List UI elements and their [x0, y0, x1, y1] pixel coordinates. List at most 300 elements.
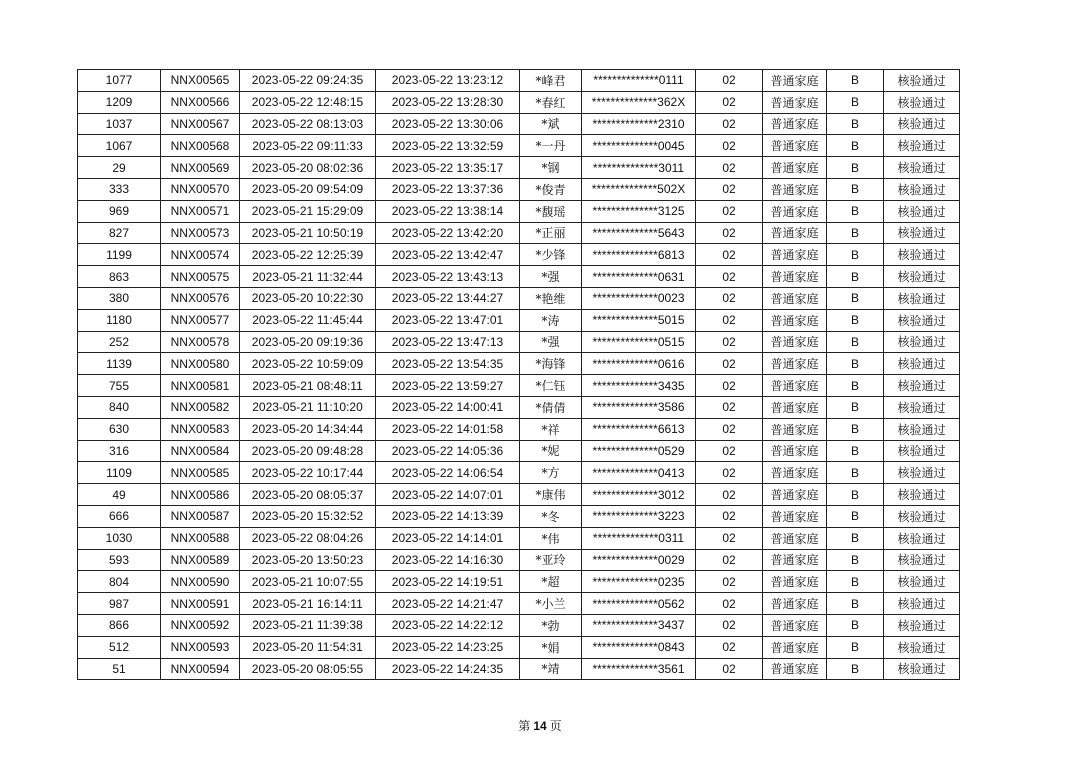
category-cell: 普通家庭	[763, 287, 827, 309]
name-cell: *方	[520, 462, 582, 484]
name-cell: *斌	[520, 113, 582, 135]
apply-time-cell: 2023-05-22 09:11:33	[240, 135, 376, 157]
id-number-cell: **************6613	[582, 418, 696, 440]
type-code-cell: 02	[696, 440, 763, 462]
seq-cell: 1037	[78, 113, 161, 135]
seq-cell: 593	[78, 549, 161, 571]
grade-cell: B	[827, 331, 884, 353]
apply-time-cell: 2023-05-20 14:34:44	[240, 418, 376, 440]
verify-time-cell: 2023-05-22 14:16:30	[376, 549, 520, 571]
apply-time-cell: 2023-05-20 09:48:28	[240, 440, 376, 462]
apply-time-cell: 2023-05-21 10:50:19	[240, 222, 376, 244]
id-number-cell: **************3586	[582, 396, 696, 418]
table-row	[78, 266, 960, 288]
grade-cell: B	[827, 571, 884, 593]
code-cell: NNX00574	[161, 244, 240, 266]
table-row	[78, 135, 960, 157]
id-number-cell: **************6813	[582, 244, 696, 266]
code-cell: NNX00592	[161, 614, 240, 636]
code-cell: NNX00582	[161, 396, 240, 418]
grade-cell: B	[827, 462, 884, 484]
code-cell: NNX00593	[161, 636, 240, 658]
code-cell: NNX00581	[161, 375, 240, 397]
table-row	[78, 440, 960, 462]
code-cell: NNX00567	[161, 113, 240, 135]
type-code-cell: 02	[696, 353, 763, 375]
apply-time-cell: 2023-05-21 11:32:44	[240, 266, 376, 288]
grade-cell: B	[827, 135, 884, 157]
id-number-cell: **************3125	[582, 200, 696, 222]
table-row	[78, 287, 960, 309]
type-code-cell: 02	[696, 549, 763, 571]
category-cell: 普通家庭	[763, 91, 827, 113]
code-cell: NNX00583	[161, 418, 240, 440]
name-cell: *海锋	[520, 353, 582, 375]
seq-cell: 840	[78, 396, 161, 418]
table-row	[78, 593, 960, 615]
seq-cell: 1030	[78, 527, 161, 549]
category-cell: 普通家庭	[763, 636, 827, 658]
apply-time-cell: 2023-05-21 16:14:11	[240, 593, 376, 615]
code-cell: NNX00594	[161, 658, 240, 680]
status-cell: 核验通过	[884, 396, 960, 418]
apply-time-cell: 2023-05-22 11:45:44	[240, 309, 376, 331]
category-cell: 普通家庭	[763, 505, 827, 527]
seq-cell: 1067	[78, 135, 161, 157]
code-cell: NNX00591	[161, 593, 240, 615]
id-number-cell: **************0515	[582, 331, 696, 353]
status-cell: 核验通过	[884, 266, 960, 288]
grade-cell: B	[827, 266, 884, 288]
category-cell: 普通家庭	[763, 200, 827, 222]
table-row	[78, 396, 960, 418]
verify-time-cell: 2023-05-22 14:07:01	[376, 484, 520, 506]
seq-cell: 512	[78, 636, 161, 658]
category-cell: 普通家庭	[763, 549, 827, 571]
apply-time-cell: 2023-05-20 08:05:37	[240, 484, 376, 506]
seq-cell: 51	[78, 658, 161, 680]
verify-time-cell: 2023-05-22 13:59:27	[376, 375, 520, 397]
code-cell: NNX00584	[161, 440, 240, 462]
code-cell: NNX00585	[161, 462, 240, 484]
status-cell: 核验通过	[884, 505, 960, 527]
code-cell: NNX00566	[161, 91, 240, 113]
table-row	[78, 331, 960, 353]
type-code-cell: 02	[696, 266, 763, 288]
category-cell: 普通家庭	[763, 244, 827, 266]
status-cell: 核验通过	[884, 309, 960, 331]
grade-cell: B	[827, 505, 884, 527]
category-cell: 普通家庭	[763, 135, 827, 157]
apply-time-cell: 2023-05-22 10:17:44	[240, 462, 376, 484]
type-code-cell: 02	[696, 222, 763, 244]
apply-time-cell: 2023-05-20 10:22:30	[240, 287, 376, 309]
status-cell: 核验通过	[884, 462, 960, 484]
name-cell: *伟	[520, 527, 582, 549]
category-cell: 普通家庭	[763, 571, 827, 593]
type-code-cell: 02	[696, 484, 763, 506]
seq-cell: 827	[78, 222, 161, 244]
type-code-cell: 02	[696, 91, 763, 113]
type-code-cell: 02	[696, 157, 763, 179]
code-cell: NNX00569	[161, 157, 240, 179]
table-row	[78, 375, 960, 397]
verify-time-cell: 2023-05-22 14:19:51	[376, 571, 520, 593]
table-row	[78, 113, 960, 135]
name-cell: *少锋	[520, 244, 582, 266]
code-cell: NNX00589	[161, 549, 240, 571]
category-cell: 普通家庭	[763, 113, 827, 135]
verify-time-cell: 2023-05-22 14:24:35	[376, 658, 520, 680]
code-cell: NNX00590	[161, 571, 240, 593]
status-cell: 核验通过	[884, 91, 960, 113]
name-cell: *强	[520, 266, 582, 288]
grade-cell: B	[827, 70, 884, 92]
apply-time-cell: 2023-05-22 08:13:03	[240, 113, 376, 135]
type-code-cell: 02	[696, 135, 763, 157]
grade-cell: B	[827, 527, 884, 549]
footer-prefix: 第	[518, 719, 531, 733]
id-number-cell: **************0029	[582, 549, 696, 571]
grade-cell: B	[827, 440, 884, 462]
records-table	[77, 69, 960, 680]
table-row	[78, 418, 960, 440]
type-code-cell: 02	[696, 309, 763, 331]
verify-time-cell: 2023-05-22 14:23:25	[376, 636, 520, 658]
seq-cell: 969	[78, 200, 161, 222]
apply-time-cell: 2023-05-20 08:05:55	[240, 658, 376, 680]
apply-time-cell: 2023-05-20 13:50:23	[240, 549, 376, 571]
status-cell: 核验通过	[884, 287, 960, 309]
type-code-cell: 02	[696, 113, 763, 135]
verify-time-cell: 2023-05-22 14:14:01	[376, 527, 520, 549]
status-cell: 核验通过	[884, 157, 960, 179]
seq-cell: 630	[78, 418, 161, 440]
grade-cell: B	[827, 353, 884, 375]
grade-cell: B	[827, 157, 884, 179]
table-row	[78, 527, 960, 549]
apply-time-cell: 2023-05-22 09:24:35	[240, 70, 376, 92]
type-code-cell: 02	[696, 636, 763, 658]
category-cell: 普通家庭	[763, 309, 827, 331]
type-code-cell: 02	[696, 462, 763, 484]
type-code-cell: 02	[696, 287, 763, 309]
verify-time-cell: 2023-05-22 13:47:13	[376, 331, 520, 353]
status-cell: 核验通过	[884, 593, 960, 615]
apply-time-cell: 2023-05-21 08:48:11	[240, 375, 376, 397]
footer-suffix: 页	[549, 719, 562, 733]
apply-time-cell: 2023-05-20 15:32:52	[240, 505, 376, 527]
category-cell: 普通家庭	[763, 440, 827, 462]
id-number-cell: **************0616	[582, 353, 696, 375]
name-cell: *勃	[520, 614, 582, 636]
table-row	[78, 222, 960, 244]
verify-time-cell: 2023-05-22 13:47:01	[376, 309, 520, 331]
seq-cell: 1209	[78, 91, 161, 113]
verify-time-cell: 2023-05-22 13:38:14	[376, 200, 520, 222]
seq-cell: 666	[78, 505, 161, 527]
records-table-body	[78, 70, 960, 680]
verify-time-cell: 2023-05-22 14:22:12	[376, 614, 520, 636]
grade-cell: B	[827, 375, 884, 397]
apply-time-cell: 2023-05-22 08:04:26	[240, 527, 376, 549]
seq-cell: 866	[78, 614, 161, 636]
code-cell: NNX00568	[161, 135, 240, 157]
seq-cell: 252	[78, 331, 161, 353]
verify-time-cell: 2023-05-22 13:42:20	[376, 222, 520, 244]
category-cell: 普通家庭	[763, 157, 827, 179]
name-cell: *小兰	[520, 593, 582, 615]
grade-cell: B	[827, 309, 884, 331]
table-row	[78, 309, 960, 331]
seq-cell: 1180	[78, 309, 161, 331]
apply-time-cell: 2023-05-20 08:02:36	[240, 157, 376, 179]
name-cell: *仁钰	[520, 375, 582, 397]
code-cell: NNX00565	[161, 70, 240, 92]
status-cell: 核验通过	[884, 70, 960, 92]
id-number-cell: **************0045	[582, 135, 696, 157]
seq-cell: 1077	[78, 70, 161, 92]
type-code-cell: 02	[696, 658, 763, 680]
seq-cell: 863	[78, 266, 161, 288]
grade-cell: B	[827, 593, 884, 615]
status-cell: 核验通过	[884, 178, 960, 200]
id-number-cell: **************2310	[582, 113, 696, 135]
status-cell: 核验通过	[884, 571, 960, 593]
grade-cell: B	[827, 200, 884, 222]
verify-time-cell: 2023-05-22 13:42:47	[376, 244, 520, 266]
code-cell: NNX00587	[161, 505, 240, 527]
grade-cell: B	[827, 396, 884, 418]
type-code-cell: 02	[696, 331, 763, 353]
name-cell: *康伟	[520, 484, 582, 506]
status-cell: 核验通过	[884, 135, 960, 157]
category-cell: 普通家庭	[763, 418, 827, 440]
apply-time-cell: 2023-05-22 10:59:09	[240, 353, 376, 375]
category-cell: 普通家庭	[763, 266, 827, 288]
status-cell: 核验通过	[884, 331, 960, 353]
type-code-cell: 02	[696, 70, 763, 92]
category-cell: 普通家庭	[763, 396, 827, 418]
code-cell: NNX00588	[161, 527, 240, 549]
code-cell: NNX00577	[161, 309, 240, 331]
category-cell: 普通家庭	[763, 527, 827, 549]
category-cell: 普通家庭	[763, 614, 827, 636]
apply-time-cell: 2023-05-21 11:39:38	[240, 614, 376, 636]
id-number-cell: **************5643	[582, 222, 696, 244]
verify-time-cell: 2023-05-22 13:54:35	[376, 353, 520, 375]
name-cell: *峰君	[520, 70, 582, 92]
seq-cell: 49	[78, 484, 161, 506]
verify-time-cell: 2023-05-22 14:21:47	[376, 593, 520, 615]
id-number-cell: **************0023	[582, 287, 696, 309]
grade-cell: B	[827, 113, 884, 135]
type-code-cell: 02	[696, 571, 763, 593]
table-row	[78, 571, 960, 593]
type-code-cell: 02	[696, 418, 763, 440]
category-cell: 普通家庭	[763, 462, 827, 484]
grade-cell: B	[827, 549, 884, 571]
type-code-cell: 02	[696, 527, 763, 549]
status-cell: 核验通过	[884, 484, 960, 506]
page-number: 14	[533, 719, 547, 733]
status-cell: 核验通过	[884, 614, 960, 636]
code-cell: NNX00580	[161, 353, 240, 375]
name-cell: *靖	[520, 658, 582, 680]
id-number-cell: **************3011	[582, 157, 696, 179]
id-number-cell: **************0631	[582, 266, 696, 288]
category-cell: 普通家庭	[763, 70, 827, 92]
seq-cell: 987	[78, 593, 161, 615]
table-row	[78, 70, 960, 92]
id-number-cell: **************3012	[582, 484, 696, 506]
status-cell: 核验通过	[884, 527, 960, 549]
table-row	[78, 244, 960, 266]
id-number-cell: **************0529	[582, 440, 696, 462]
name-cell: *祥	[520, 418, 582, 440]
status-cell: 核验通过	[884, 549, 960, 571]
name-cell: *正丽	[520, 222, 582, 244]
code-cell: NNX00570	[161, 178, 240, 200]
status-cell: 核验通过	[884, 353, 960, 375]
apply-time-cell: 2023-05-21 15:29:09	[240, 200, 376, 222]
category-cell: 普通家庭	[763, 353, 827, 375]
table-row	[78, 549, 960, 571]
id-number-cell: **************0311	[582, 527, 696, 549]
type-code-cell: 02	[696, 375, 763, 397]
verify-time-cell: 2023-05-22 13:35:17	[376, 157, 520, 179]
type-code-cell: 02	[696, 505, 763, 527]
category-cell: 普通家庭	[763, 222, 827, 244]
name-cell: *娟	[520, 636, 582, 658]
table-row	[78, 91, 960, 113]
id-number-cell: **************3435	[582, 375, 696, 397]
code-cell: NNX00576	[161, 287, 240, 309]
status-cell: 核验通过	[884, 222, 960, 244]
id-number-cell: **************0413	[582, 462, 696, 484]
name-cell: *亚玲	[520, 549, 582, 571]
name-cell: *俊青	[520, 178, 582, 200]
code-cell: NNX00573	[161, 222, 240, 244]
status-cell: 核验通过	[884, 418, 960, 440]
id-number-cell: **************5015	[582, 309, 696, 331]
table-row	[78, 636, 960, 658]
category-cell: 普通家庭	[763, 375, 827, 397]
verify-time-cell: 2023-05-22 13:23:12	[376, 70, 520, 92]
seq-cell: 316	[78, 440, 161, 462]
verify-time-cell: 2023-05-22 14:13:39	[376, 505, 520, 527]
code-cell: NNX00575	[161, 266, 240, 288]
type-code-cell: 02	[696, 244, 763, 266]
code-cell: NNX00571	[161, 200, 240, 222]
id-number-cell: **************0111	[582, 70, 696, 92]
name-cell: *涛	[520, 309, 582, 331]
name-cell: *钢	[520, 157, 582, 179]
grade-cell: B	[827, 636, 884, 658]
type-code-cell: 02	[696, 614, 763, 636]
id-number-cell: **************0562	[582, 593, 696, 615]
status-cell: 核验通过	[884, 113, 960, 135]
verify-time-cell: 2023-05-22 13:30:06	[376, 113, 520, 135]
type-code-cell: 02	[696, 200, 763, 222]
type-code-cell: 02	[696, 396, 763, 418]
name-cell: *冬	[520, 505, 582, 527]
status-cell: 核验通过	[884, 658, 960, 680]
id-number-cell: **************0235	[582, 571, 696, 593]
category-cell: 普通家庭	[763, 331, 827, 353]
table-row	[78, 157, 960, 179]
code-cell: NNX00578	[161, 331, 240, 353]
seq-cell: 380	[78, 287, 161, 309]
seq-cell: 1199	[78, 244, 161, 266]
grade-cell: B	[827, 614, 884, 636]
table-row	[78, 462, 960, 484]
verify-time-cell: 2023-05-22 14:01:58	[376, 418, 520, 440]
verify-time-cell: 2023-05-22 13:43:13	[376, 266, 520, 288]
grade-cell: B	[827, 91, 884, 113]
category-cell: 普通家庭	[763, 593, 827, 615]
name-cell: *妮	[520, 440, 582, 462]
table-row	[78, 178, 960, 200]
verify-time-cell: 2023-05-22 13:37:36	[376, 178, 520, 200]
id-number-cell: **************3223	[582, 505, 696, 527]
seq-cell: 29	[78, 157, 161, 179]
verify-time-cell: 2023-05-22 14:05:36	[376, 440, 520, 462]
id-number-cell: **************3561	[582, 658, 696, 680]
apply-time-cell: 2023-05-20 09:54:09	[240, 178, 376, 200]
table-row	[78, 484, 960, 506]
table-row	[78, 505, 960, 527]
seq-cell: 1139	[78, 353, 161, 375]
id-number-cell: **************502X	[582, 178, 696, 200]
grade-cell: B	[827, 222, 884, 244]
status-cell: 核验通过	[884, 440, 960, 462]
status-cell: 核验通过	[884, 244, 960, 266]
name-cell: *强	[520, 331, 582, 353]
type-code-cell: 02	[696, 593, 763, 615]
table-row	[78, 614, 960, 636]
name-cell: *艳维	[520, 287, 582, 309]
apply-time-cell: 2023-05-21 10:07:55	[240, 571, 376, 593]
page-footer	[0, 717, 1080, 734]
verify-time-cell: 2023-05-22 13:44:27	[376, 287, 520, 309]
apply-time-cell: 2023-05-22 12:25:39	[240, 244, 376, 266]
code-cell: NNX00586	[161, 484, 240, 506]
id-number-cell: **************362X	[582, 91, 696, 113]
name-cell: *超	[520, 571, 582, 593]
seq-cell: 755	[78, 375, 161, 397]
id-number-cell: **************3437	[582, 614, 696, 636]
id-number-cell: **************0843	[582, 636, 696, 658]
type-code-cell: 02	[696, 178, 763, 200]
grade-cell: B	[827, 658, 884, 680]
name-cell: *一丹	[520, 135, 582, 157]
verify-time-cell: 2023-05-22 14:00:41	[376, 396, 520, 418]
category-cell: 普通家庭	[763, 178, 827, 200]
name-cell: *倩倩	[520, 396, 582, 418]
status-cell: 核验通过	[884, 375, 960, 397]
status-cell: 核验通过	[884, 636, 960, 658]
apply-time-cell: 2023-05-21 11:10:20	[240, 396, 376, 418]
seq-cell: 1109	[78, 462, 161, 484]
verify-time-cell: 2023-05-22 13:32:59	[376, 135, 520, 157]
table-row	[78, 200, 960, 222]
name-cell: *馥瑶	[520, 200, 582, 222]
category-cell: 普通家庭	[763, 658, 827, 680]
apply-time-cell: 2023-05-20 09:19:36	[240, 331, 376, 353]
table-row	[78, 353, 960, 375]
apply-time-cell: 2023-05-22 12:48:15	[240, 91, 376, 113]
